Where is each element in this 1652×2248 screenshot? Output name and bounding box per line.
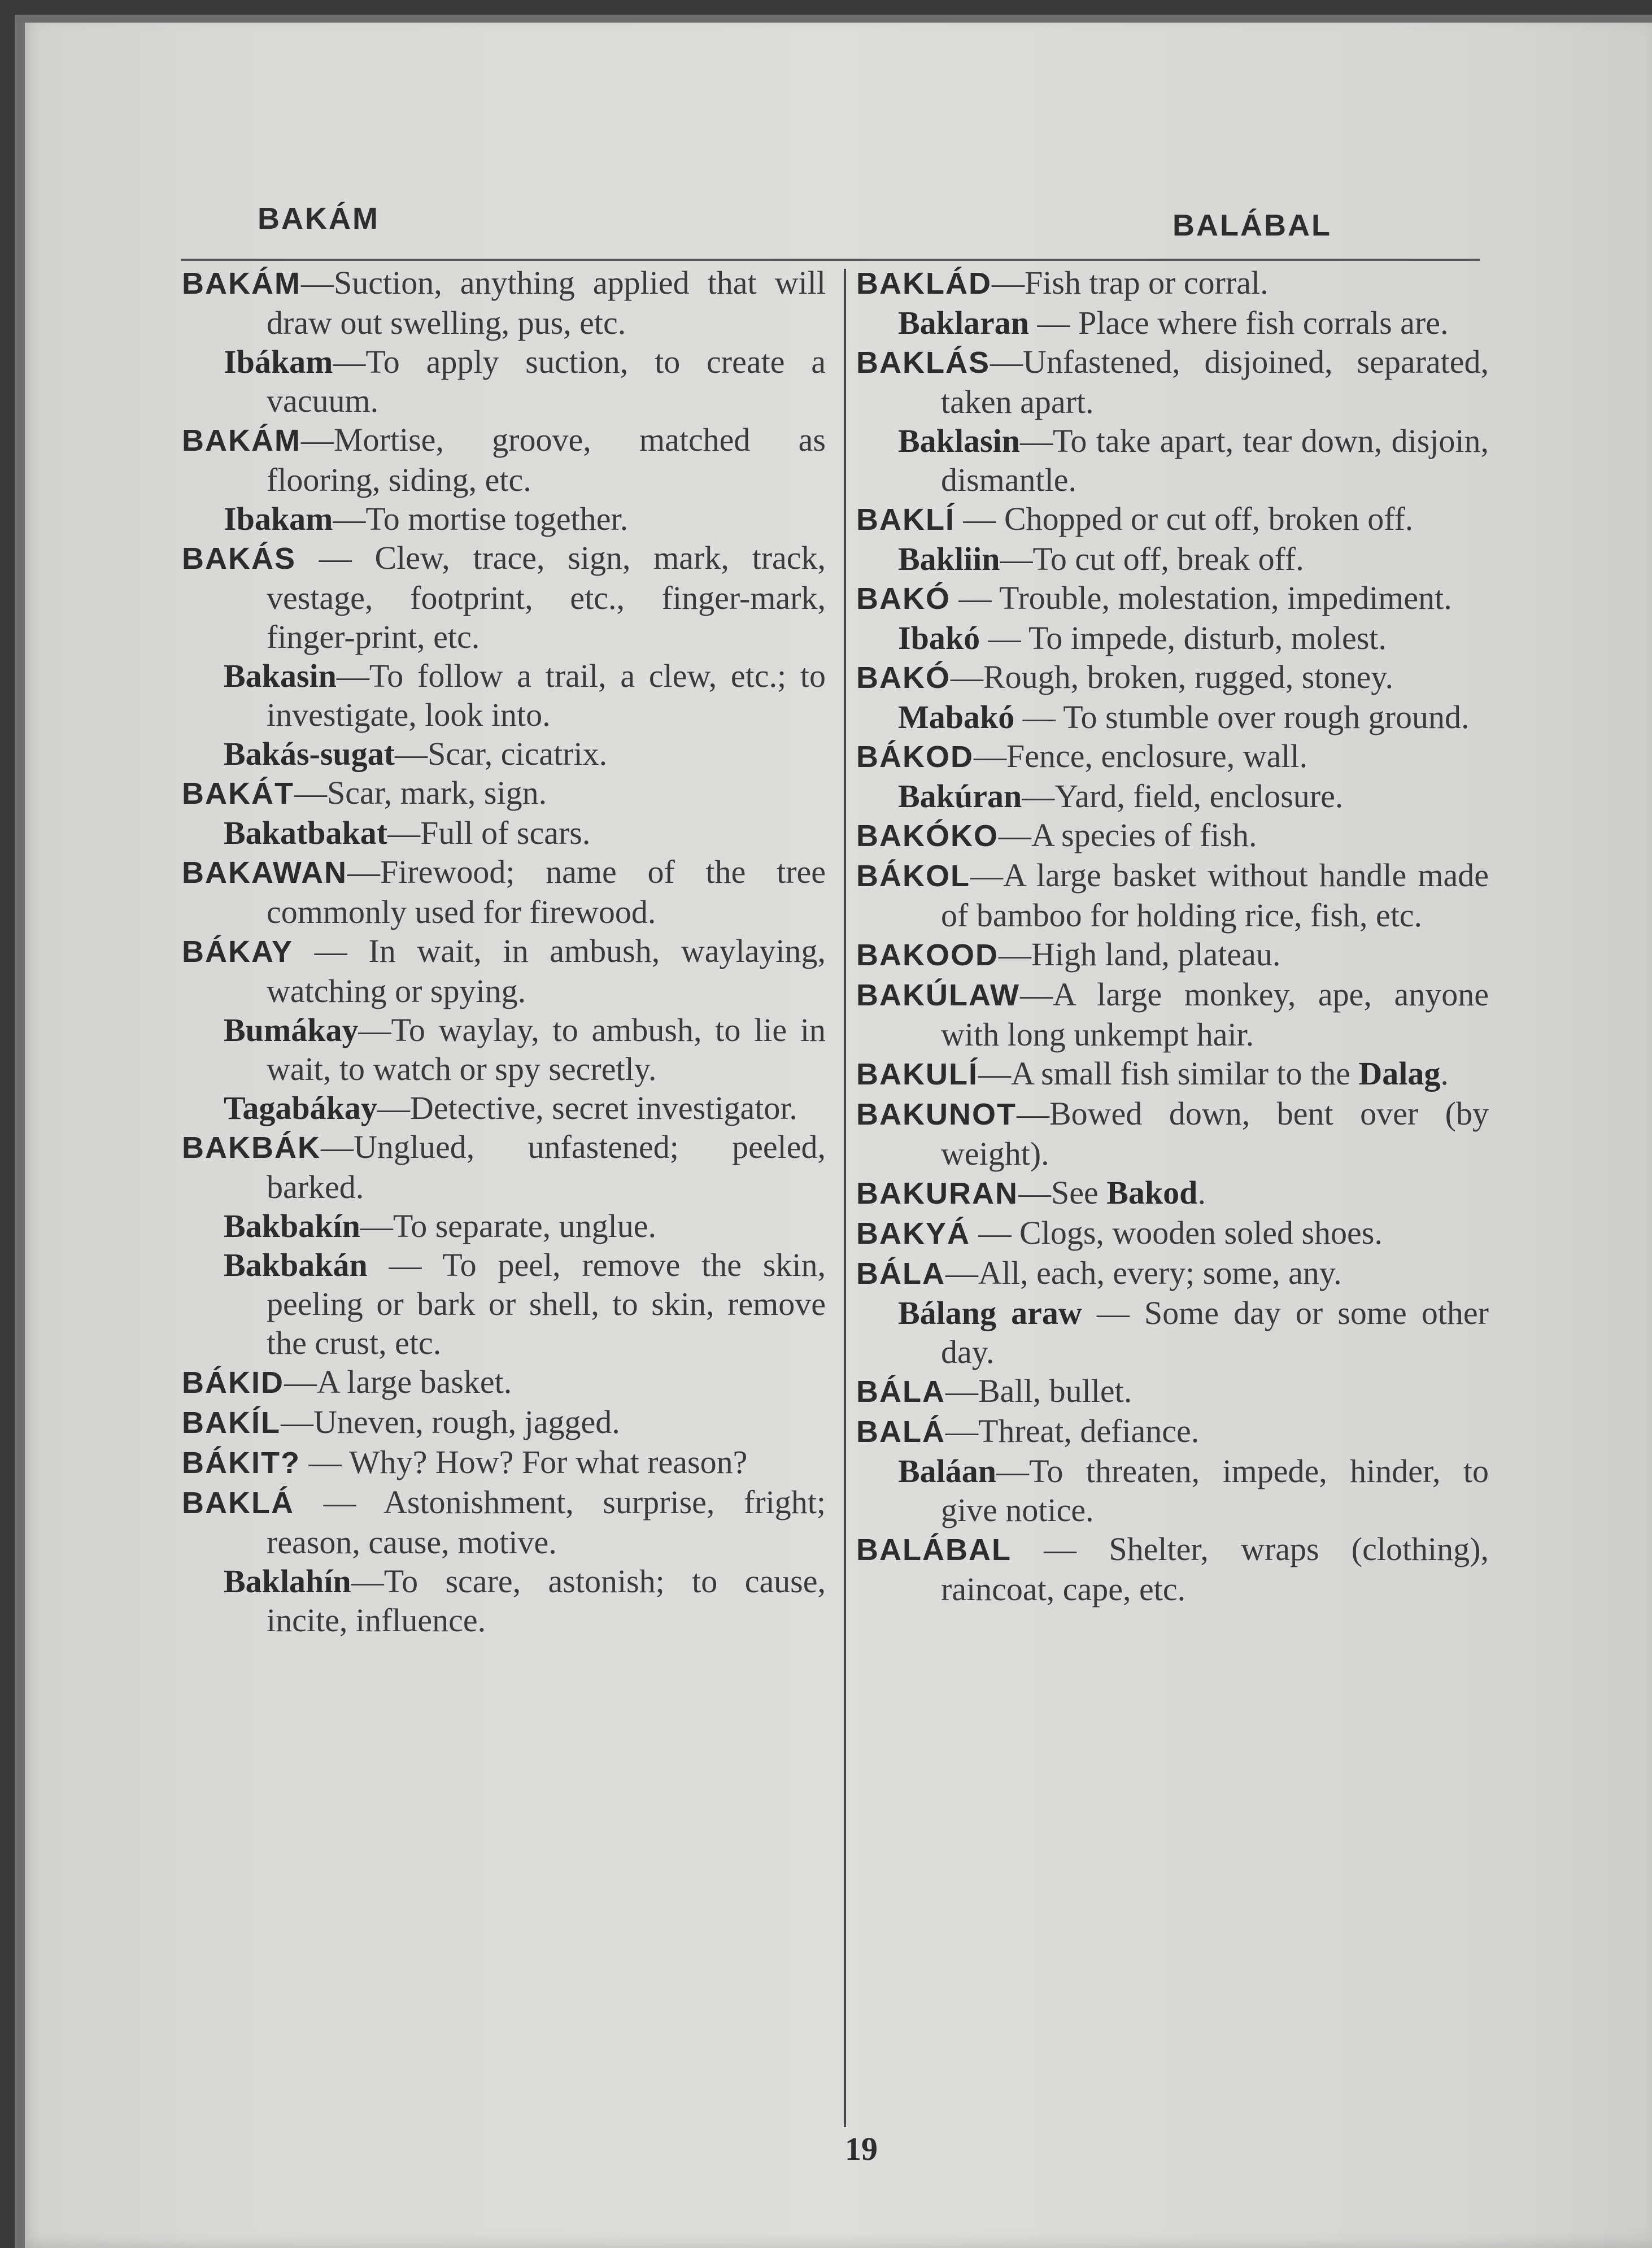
subentry: [182, 656, 826, 734]
dictionary-entry: [182, 852, 826, 931]
definition: — Astonishment, surprise, fright; reason, cause, motive.: [267, 1484, 826, 1561]
definition-tail: .: [1440, 1055, 1449, 1092]
definition: —Fish trap or corral.: [991, 264, 1269, 301]
definition: —A species of fish.: [999, 817, 1257, 853]
subentry: [856, 777, 1489, 816]
left-column: [182, 263, 826, 1640]
dictionary-page: [15, 15, 1652, 2248]
dictionary-entry: [856, 499, 1489, 539]
dictionary-entry: [856, 263, 1489, 303]
subentry-word: Bálang araw: [898, 1295, 1082, 1331]
page-top-edge: [15, 15, 1652, 23]
cross-reference: Dalag: [1358, 1055, 1441, 1092]
dictionary-entry: [856, 1371, 1489, 1411]
cross-reference: Bakod: [1106, 1174, 1198, 1211]
right-column: [856, 263, 1489, 1609]
headword: BAKÓ: [856, 661, 951, 695]
subentry: [856, 1293, 1489, 1371]
dictionary-entry: [856, 737, 1489, 777]
headword: BÁKIT?: [182, 1446, 300, 1480]
definition: —Yard, field, enclosure.: [1022, 778, 1344, 814]
headword: BÁKID: [182, 1366, 284, 1400]
definition: — Clogs, wooden soled shoes.: [970, 1214, 1383, 1251]
headword: BAKBÁK: [182, 1131, 321, 1165]
header-rule: [181, 259, 1480, 261]
subentry-word: Ibakam: [224, 500, 333, 537]
subentry-word: Bakúran: [898, 778, 1022, 814]
dictionary-entry: [856, 657, 1489, 698]
definition: —Full of scars.: [387, 814, 591, 851]
dictionary-entry: [856, 1530, 1489, 1609]
headword: BAKLÁ: [182, 1486, 294, 1520]
definition: —Scar, cicatrix.: [394, 735, 608, 772]
definition: —To take apart, tear down, disjoin, dismantle.: [941, 422, 1489, 498]
subentry-word: Bakbakán: [224, 1247, 368, 1283]
definition: — Place where fish corrals are.: [1029, 304, 1449, 341]
definition: — Some day or some other day.: [941, 1295, 1489, 1370]
headword: BÁKOL: [856, 859, 970, 893]
definition: —A large basket.: [284, 1363, 512, 1400]
definition: —To waylay, to ambush, to lie in wait, to watch or spy secretly.: [267, 1012, 826, 1087]
dictionary-entry: [182, 263, 826, 342]
dictionary-entry: [182, 1127, 826, 1206]
dictionary-entry: [182, 538, 826, 656]
headword: BÁKOD: [856, 740, 974, 774]
headword: BAKÁM: [182, 424, 301, 458]
subentry-word: Baklahín: [224, 1563, 351, 1600]
definition: —To scare, astonish; to cause, incite, influence.: [267, 1563, 826, 1639]
dictionary-entry: [856, 816, 1489, 856]
dictionary-entry: [182, 773, 826, 813]
subentry-word: Bakás-sugat: [224, 735, 395, 772]
definition: —A large monkey, ape, anyone with long unkempt hair.: [941, 976, 1489, 1053]
definition: —High land, plateau.: [999, 936, 1281, 973]
subentry: [182, 1088, 826, 1127]
headword: BAKLÁD: [856, 267, 992, 300]
headword: BAKYÁ: [856, 1217, 971, 1251]
definition: —Mortise, groove, matched as flooring, siding, etc.: [267, 421, 826, 498]
headword: BAKÁM: [182, 267, 301, 300]
definition: — Shelter, wraps (clothing), raincoat, cape, etc.: [941, 1531, 1489, 1607]
definition: —A large basket without handle made of bamboo for holding rice, fish, etc.: [941, 857, 1489, 934]
subentry-word: Tagabákay: [224, 1090, 377, 1126]
page-binding-edge: [15, 15, 25, 2248]
page-number: 19: [845, 2131, 878, 2167]
subentry-word: Ibákam: [224, 343, 333, 380]
column-divider: [844, 269, 846, 2127]
headword: BAKUNOT: [856, 1097, 1017, 1131]
dictionary-entry: [856, 1054, 1489, 1094]
definition: — Clew, trace, sign, mark, track, vestage, footprint, etc., finger-mark, finger-print, etc.: [267, 539, 826, 655]
dictionary-entry: [182, 931, 826, 1010]
headword: BAKAWAN: [182, 856, 347, 890]
subentry-word: Bakatbakat: [224, 814, 388, 851]
definition: —Suction, anything applied that will draw out swelling, pus, etc.: [267, 264, 826, 341]
subentry: [182, 499, 826, 538]
dictionary-entry: [856, 975, 1489, 1054]
headword: BÁKAY: [182, 935, 294, 969]
definition: —Unfastened, disjoined, separated, taken apart.: [941, 343, 1489, 420]
headword: BAKÓKO: [856, 819, 999, 853]
subentry-word: Bakbakín: [224, 1208, 360, 1244]
subentry: [182, 1245, 826, 1362]
subentry-word: Mabakó: [898, 699, 1015, 735]
definition: — To stumble over rough ground.: [1014, 699, 1470, 735]
dictionary-entry: [856, 856, 1489, 935]
definition: — To peel, remove the skin, peeling or bark or shell, to skin, remove the crust, etc.: [267, 1247, 826, 1361]
definition: —Scar, mark, sign.: [294, 774, 547, 811]
subentry: [856, 698, 1489, 737]
dictionary-entry: [182, 420, 826, 499]
subentry-word: Ibakó: [898, 620, 980, 656]
definition: — In wait, in ambush, waylaying, watching or spying.: [267, 933, 826, 1009]
headword: BALÁ: [856, 1415, 945, 1449]
dictionary-entry: [856, 1411, 1489, 1452]
dictionary-entry: [856, 342, 1489, 421]
subentry-word: Baklaran: [898, 304, 1030, 341]
subentry: [856, 539, 1489, 578]
running-head-left: BAKÁM: [258, 202, 380, 236]
definition: — Trouble, molestation, impediment.: [951, 580, 1452, 616]
dictionary-entry: [856, 1253, 1489, 1293]
definition: —Firewood; name of the tree commonly used for firewood.: [267, 853, 826, 930]
dictionary-entry: [856, 1094, 1489, 1173]
running-head-right: BALÁBAL: [1172, 208, 1332, 242]
subentry-word: Bakliin: [898, 541, 1000, 577]
headword: BAKULÍ: [856, 1057, 978, 1091]
definition: —Rough, broken, rugged, stoney.: [951, 659, 1393, 695]
definition: —See: [1018, 1174, 1107, 1211]
definition: —Bowed down, bent over (by weight).: [941, 1095, 1489, 1172]
subentry: [856, 421, 1489, 499]
definition: —Fence, enclosure, wall.: [974, 738, 1308, 774]
headword: BAKLÁS: [856, 346, 990, 380]
definition: —To threaten, impede, hinder, to give notice.: [941, 1453, 1489, 1528]
subentry-word: Bakasin: [224, 657, 337, 694]
dictionary-entry: [856, 935, 1489, 975]
headword: BALÁBAL: [856, 1533, 1012, 1567]
definition: —Ball, bullet.: [945, 1373, 1132, 1409]
definition: —To mortise together.: [333, 500, 629, 537]
subentry: [182, 813, 826, 852]
subentry: [856, 303, 1489, 342]
subentry: [182, 1206, 826, 1245]
headword: BAKURAN: [856, 1177, 1018, 1210]
headword: BAKÁS: [182, 542, 297, 576]
subentry: [856, 1452, 1489, 1530]
subentry: [182, 734, 826, 773]
subentry: [182, 342, 826, 420]
definition: — Chopped or cut off, broken off.: [954, 500, 1414, 537]
definition-tail: .: [1197, 1174, 1206, 1211]
definition: —Uneven, rough, jagged.: [280, 1404, 620, 1440]
definition: —Unglued, unfastened; peeled, barked.: [267, 1129, 826, 1205]
subentry: [856, 618, 1489, 657]
definition: — To impede, disturb, molest.: [980, 620, 1387, 656]
definition: —To follow a trail, a clew, etc.; to investigate, look into.: [267, 657, 826, 733]
headword: BAKÁT: [182, 777, 294, 811]
dictionary-entry: [182, 1362, 826, 1402]
definition: —Threat, defiance.: [945, 1413, 1200, 1449]
dictionary-entry: [182, 1402, 826, 1443]
headword: BAKÓ: [856, 582, 951, 616]
definition: — Why? How? For what reason?: [300, 1444, 748, 1480]
headword: BAKLÍ: [856, 503, 955, 537]
subentry: [182, 1010, 826, 1088]
headword: BÁLA: [856, 1257, 945, 1291]
dictionary-entry: [182, 1483, 826, 1562]
definition: —All, each, every; some, any.: [945, 1254, 1342, 1291]
definition: —A small fish similar to the: [978, 1055, 1359, 1092]
definition: —Detective, secret investigator.: [377, 1090, 797, 1126]
dictionary-entry: [182, 1443, 826, 1483]
headword: BAKOOD: [856, 938, 999, 972]
headword: BÁLA: [856, 1375, 945, 1409]
dictionary-entry: [856, 1213, 1489, 1253]
dictionary-entry: [856, 1173, 1489, 1213]
headword: BAKÍL: [182, 1406, 281, 1440]
headword: BAKÚLAW: [856, 978, 1020, 1012]
subentry-word: Bumákay: [224, 1012, 359, 1048]
definition: —To apply suction, to create a vacuum.: [267, 343, 826, 419]
subentry-word: Baláan: [898, 1453, 997, 1489]
subentry-word: Baklasin: [898, 422, 1020, 459]
dictionary-entry: [856, 578, 1489, 618]
subentry: [182, 1562, 826, 1640]
definition: —To separate, unglue.: [360, 1208, 657, 1244]
definition: —To cut off, break off.: [1000, 541, 1304, 577]
